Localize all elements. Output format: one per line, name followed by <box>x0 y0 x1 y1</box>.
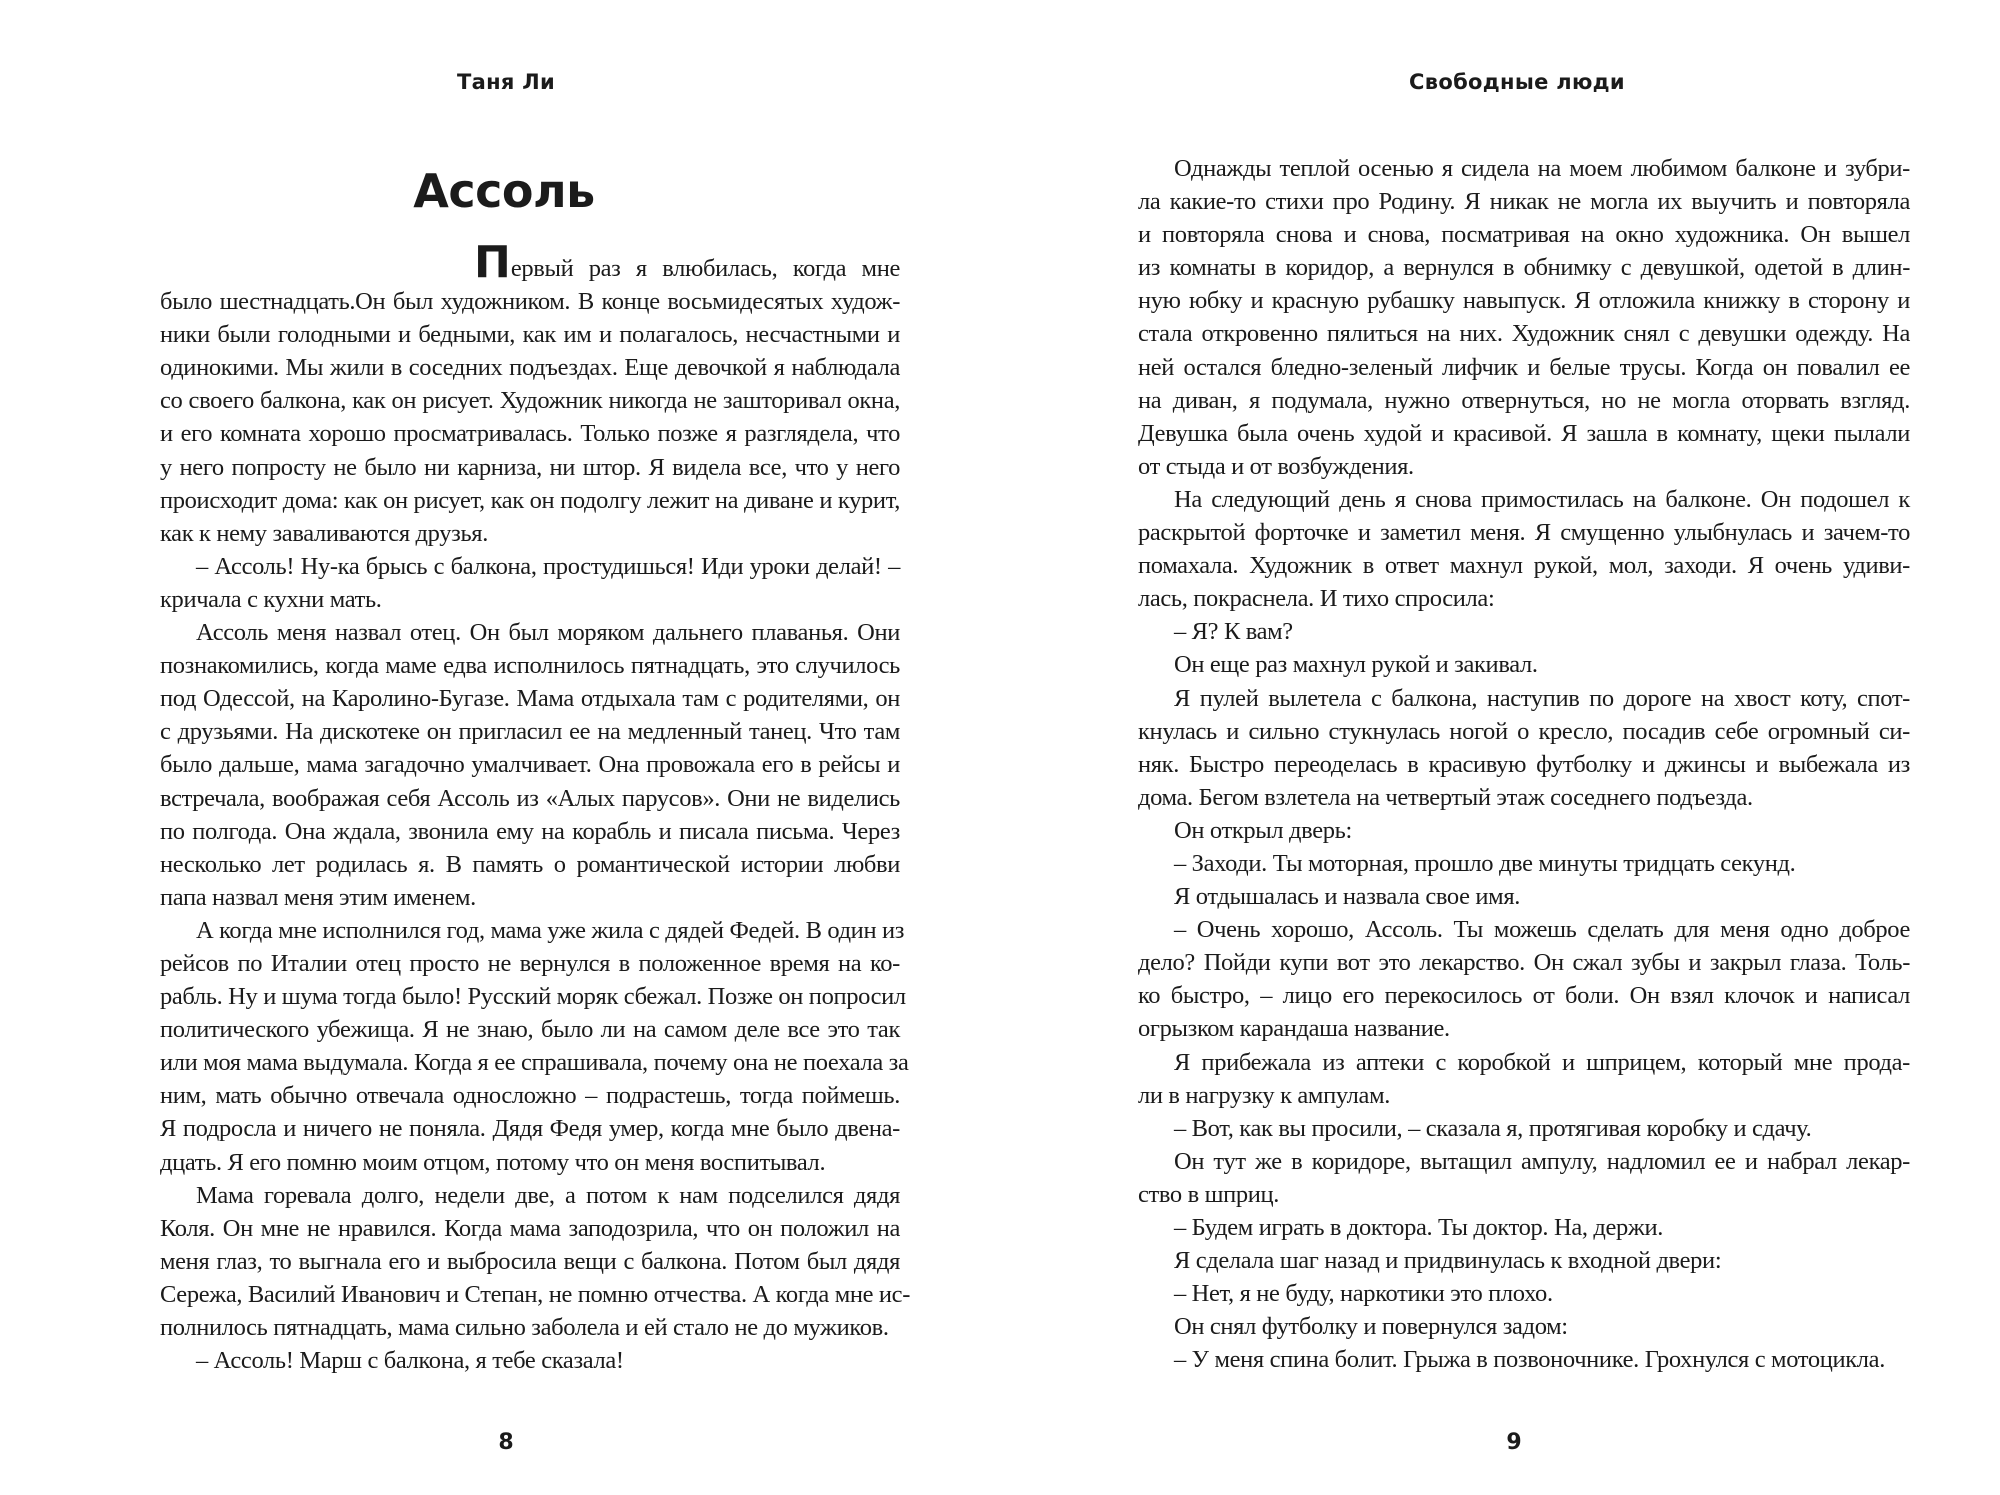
text-line: из комнаты в коридор, а вернулся в обнимку с девушкой, одетой в длин- <box>1138 254 1910 282</box>
paragraph <box>160 1344 900 1377</box>
text-line: ники были голодными и бедными, как им и полагалось, несчастными и <box>160 321 900 349</box>
text-line: раскрытой форточке и заметил меня. Я смущенно улыбнулась и зачем-то <box>1138 519 1910 547</box>
text-line: от стыда и от возбуждения. <box>1138 452 1414 480</box>
text-line: дело? Пойди купи вот это лекарство. Он сжал зубы и закрыл глаза. Толь- <box>1138 949 1910 977</box>
text-line: и его комната хорошо просматривалась. Только позже я разглядела, что <box>160 420 900 448</box>
paragraph <box>1138 814 1910 847</box>
paragraph <box>1138 648 1910 681</box>
text-line: ство в шприц. <box>1138 1180 1280 1208</box>
text-line: лась, покраснела. И тихо спросила: <box>1138 585 1495 613</box>
text-line: Ассоль меня назвал отец. Он был моряком дальнего плаванья. Они <box>196 619 900 647</box>
text-line: ней остался бледно-зеленый лифчик и белые трусы. Когда он повалил ее <box>1138 353 1910 381</box>
text-line: дцать. Я его помню моим отцом, потому что он меня воспитывал. <box>160 1148 826 1176</box>
text-line: ним, мать обычно отвечала односложно – подрастешь, тогда поймешь. <box>160 1082 900 1110</box>
page-number-right: 9 <box>1506 1430 1522 1455</box>
text-line: Я сделала шаг назад и придвинулась к входной двери: <box>1174 1247 1722 1275</box>
text-line: Однажды теплой осенью я сидела на моем любимом балконе и зубри- <box>1174 155 1910 182</box>
text-line: На следующий день я снова примостилась на балконе. Он подошел к <box>1174 485 1910 513</box>
text-line: А когда мне исполнился год, мама уже жила с дядей Федей. В один из <box>196 916 905 944</box>
text-line: – У меня спина болит. Грыжа в позвоночнике. Грохнулся с мотоцикла. <box>1174 1346 1885 1374</box>
paragraph <box>1138 615 1910 648</box>
paragraph <box>1138 152 1910 483</box>
text-line: Он тут же в коридоре, вытащил ампулу, надломил ее и набрал лекар- <box>1174 1147 1910 1175</box>
paragraph <box>1138 682 1910 814</box>
text-line: Мама горевала долго, недели две, а потом к нам подселился дядя <box>196 1181 900 1209</box>
text-line: рейсов по Италии отец просто не вернулся в положенное время на ко- <box>160 949 900 977</box>
text-line: Девушка была очень худой и красивой. Я зашла в комнату, щеки пылали <box>1138 419 1910 447</box>
text-line: у него попросту не было ни карниза, ни штор. Я видела все, что у него <box>160 453 900 481</box>
paragraph <box>1138 880 1910 913</box>
text-line: ли в нагрузку к ампулам. <box>1138 1081 1390 1109</box>
text-line: по полгода. Она ждала, звонила ему на корабль и писала письма. Через <box>160 817 900 845</box>
text-line: огрызком карандаша название. <box>1138 1015 1450 1043</box>
paragraph <box>160 616 900 914</box>
text-line: под Одессой, на Каролино-Бугазе. Мама отдыхала там с родителями, он <box>160 685 900 713</box>
text-line: с друзьями. На дискотеке он пригласил ее на медленный танец. Что там <box>160 718 900 746</box>
text-line: кричала с кухни мать. <box>160 585 382 613</box>
paragraph <box>160 550 900 616</box>
paragraph <box>1138 1244 1910 1277</box>
paragraph <box>160 914 909 1179</box>
text-line: политического убежища. Я не знаю, было ли на самом деле все это так <box>160 1016 900 1044</box>
text-line: Коля. Он мне не нравился. Когда мама заподозрила, что он положил на <box>160 1214 900 1242</box>
running-head-book-title: Свободные люди <box>1409 70 1625 94</box>
text-line: – Вот, как вы просили, – сказала я, протягивая коробку и сдачу. <box>1174 1114 1812 1142</box>
paragraph <box>1138 483 1910 615</box>
text-line: познакомились, когда маме едва исполнилось пятнадцать, это случилось <box>160 652 900 680</box>
text-line: папа назвал меня этим именем. <box>160 883 476 911</box>
text-line: или моя мама выдумала. Когда я ее спрашивала, почему она не поехала за <box>160 1049 909 1077</box>
text-line: дома. Бегом взлетела на четвертый этаж соседнего подъезда. <box>1138 783 1753 811</box>
left-page-body <box>160 237 911 1377</box>
chapter-title: Ассоль <box>413 164 595 218</box>
text-line: было шестнадцать.Он был художником. В конце восьмидесятых худож- <box>160 288 900 316</box>
paragraph <box>160 1179 911 1344</box>
text-line: няк. Быстро переоделась в красивую футболку и джинсы и выбежала из <box>1138 750 1910 778</box>
right-page-body <box>1138 152 1910 1376</box>
text-line: – Будем играть в доктора. Ты доктор. На, держи. <box>1174 1214 1664 1241</box>
text-line: одинокими. Мы жили в соседних подъездах. Еще девочкой я наблюдала <box>160 354 900 382</box>
paragraph <box>1138 1211 1910 1244</box>
text-line: на диван, я подумала, нужно отвернуться, но не могла оторвать взгляд. <box>1138 386 1910 414</box>
paragraph <box>160 237 900 550</box>
text-line: ко быстро, – лицо его перекосилось от боли. Он взял клочок и написал <box>1138 982 1910 1010</box>
text-line: меня глаз, то выгнала его и выбросила вещи с балкона. Потом был дядя <box>160 1247 900 1275</box>
paragraph <box>1138 1145 1910 1211</box>
text-line: – Нет, я не буду, наркотики это плохо. <box>1174 1280 1553 1308</box>
text-line-content: ервый раз я влюбилась, когда мне <box>510 255 900 282</box>
text-line: – Заходи. Ты моторная, прошло две минуты тридцать секунд. <box>1174 849 1796 877</box>
text-line: Он еще раз махнул рукой и закивал. <box>1174 651 1538 679</box>
text-line: ную юбку и красную рубашку навыпуск. Я отложила книжку в сторону и <box>1138 287 1910 315</box>
text-line: Я пулей вылетела с балкона, наступив по дороге на хвост коту, спот- <box>1174 684 1910 712</box>
paragraph <box>1138 1046 1910 1112</box>
text-line: со своего балкона, как он рисует. Художник никогда не зашторивал окна, <box>160 387 900 415</box>
text-line: Сережа, Василий Иванович и Степан, не помню отчества. А когда мне ис- <box>160 1280 911 1308</box>
page-number-left: 8 <box>498 1430 514 1455</box>
text-line: – Я? К вам? <box>1174 618 1293 646</box>
text-line: – Ассоль! Марш с балкона, я тебе сказала! <box>196 1347 624 1375</box>
running-head-author: Таня Ли <box>456 70 556 94</box>
paragraph <box>1138 1310 1910 1343</box>
text-line: ла какие-то стихи про Родину. Я никак не могла их выучить и повторяла <box>1138 188 1910 216</box>
text-line: кнулась и сильно стукнулась ногой о кресло, посадив себе огромный си- <box>1138 717 1910 745</box>
text-line: – Очень хорошо, Ассоль. Ты можешь сделать для меня одно доброе <box>1174 916 1910 944</box>
text-line: и повторяла снова и снова, посматривая на окно художника. Он вышел <box>1138 221 1910 249</box>
drop-cap: П <box>474 237 511 288</box>
text-line: стала откровенно пялиться на них. Художник снял с девушки одежду. На <box>1138 320 1910 348</box>
paragraph <box>1138 847 1910 880</box>
text-line: как к нему заваливаются друзья. <box>160 519 488 547</box>
text-line: Я прибежала из аптеки с коробкой и шприцем, который мне прода- <box>1174 1048 1910 1076</box>
text-line: Он открыл дверь: <box>1174 816 1352 844</box>
text-line: было дальше, мама загадочно умалчивает. Она провожала его в рейсы и <box>160 751 900 779</box>
text-line: – Ассоль! Ну-ка брысь с балкона, простудишься! Иди уроки делай! – <box>196 552 900 580</box>
paragraph <box>1138 1277 1910 1310</box>
text-line: встречала, воображая себя Ассоль из «Алых парусов». Они не виделись <box>160 784 900 812</box>
text-line: происходит дома: как он рисует, как он подолгу лежит на диване и курит, <box>160 486 900 514</box>
paragraph <box>1138 1112 1910 1145</box>
text-line: полнилось пятнадцать, мама сильно заболела и ей стало не до мужиков. <box>160 1314 889 1341</box>
paragraph <box>1138 1343 1910 1376</box>
right-page <box>1000 0 2000 1495</box>
text-line: помахала. Художник в ответ махнул рукой, мол, заходи. Я очень удиви- <box>1138 552 1910 580</box>
paragraph <box>1138 913 1910 1045</box>
text-line: Он снял футболку и повернулся задом: <box>1174 1313 1568 1341</box>
text-line: Я подросла и ничего не поняла. Дядя Федя умер, когда мне было двена- <box>160 1115 900 1143</box>
text-line: несколько лет родилась я. В память о романтической истории любви <box>160 850 900 878</box>
text-line: рабль. Ну и шума тогда было! Русский моряк сбежал. Позже он попросил <box>160 983 906 1011</box>
text-line: Я отдышалась и назвала свое имя. <box>1174 883 1521 911</box>
text-line <box>160 237 900 288</box>
